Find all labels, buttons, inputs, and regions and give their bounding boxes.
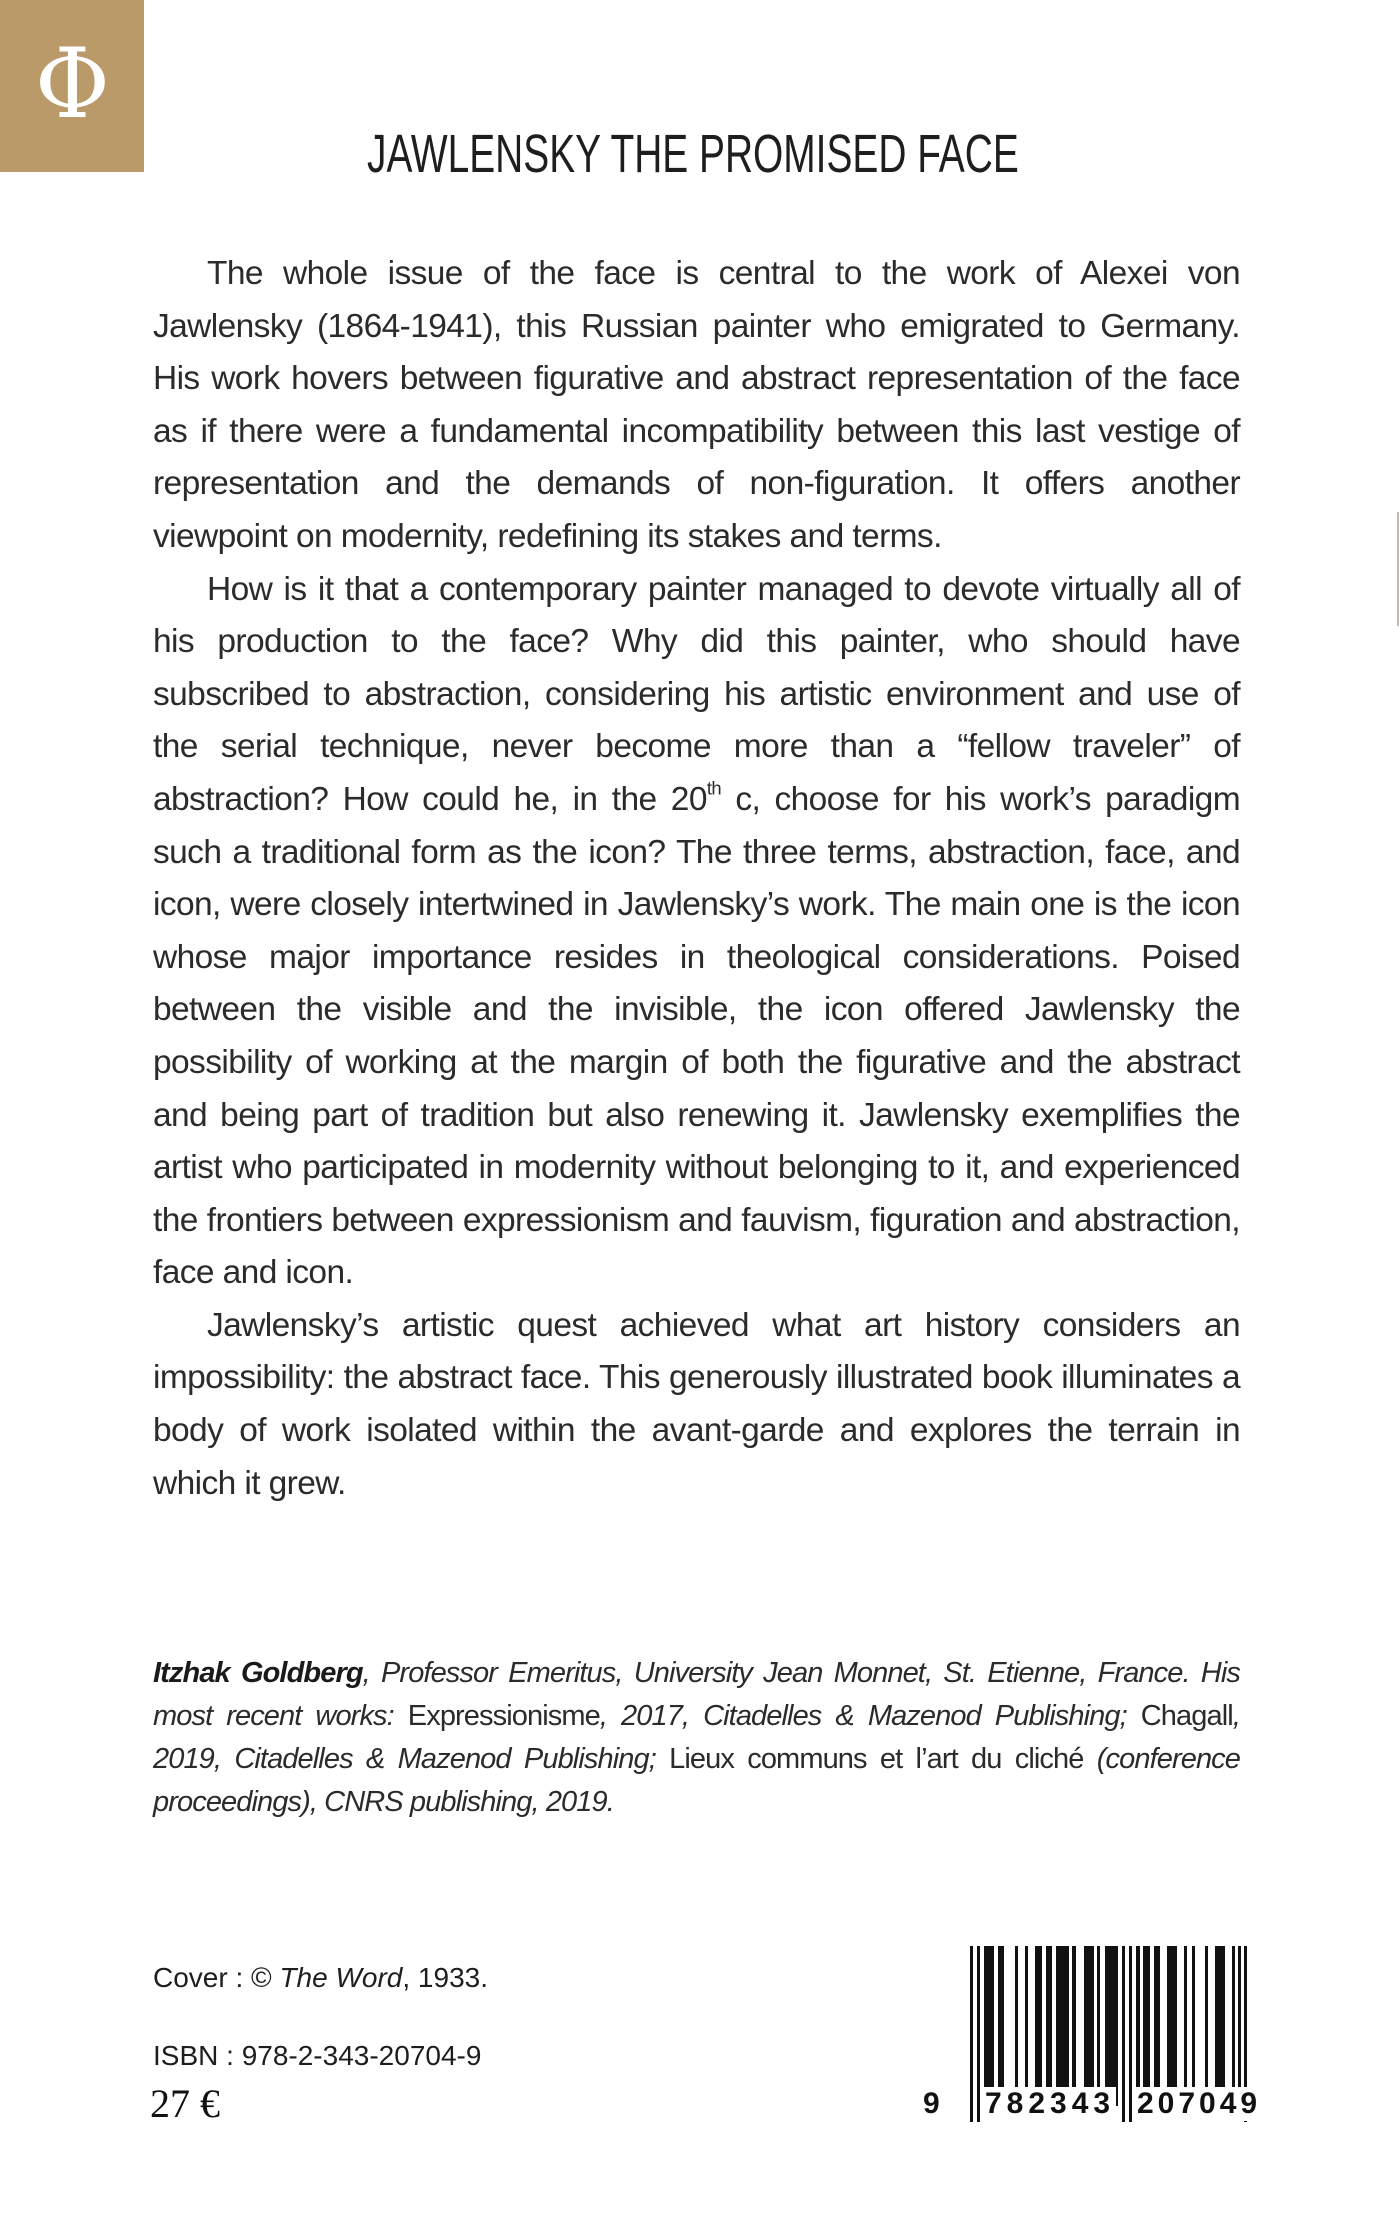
barcode-left-digits: 782343 <box>985 2087 1116 2120</box>
blurb <box>153 248 1240 1510</box>
blurb-paragraph-3: Jawlensky’s artistic quest achieved what art history considers an impossibility: the abstract face. This generously illustrated book illuminates a body of work isolated within the avant-garde and explores the terrain in which it grew. <box>153 1306 1240 1502</box>
work-title: Expressionisme <box>407 1700 600 1732</box>
author-affiliation: , Professor Emeritus, University Jean Monnet, St. Etienne, France. His most recent works: <box>153 1657 1240 1732</box>
cover-credit <box>153 1960 488 1996</box>
blurb-text: c, choose for his work’s paradigm such a traditional form as the icon? The three terms, abstraction, face, and icon, were closely intertwined in Jawlensky’s work. The main one is the icon whose major importance resides in theological considerations. Poised between the visible and the invisible, the icon offered Jawlensky the possibility of working at the margin of both the figurative and the abstract and being part of tradition but also renewing it. Jawlensky exemplifies the artist who participated in modernity without belonging to it, and experienced the frontiers between expressionism and fauvism, figuration and abstraction, face and icon. <box>153 780 1240 1292</box>
phi-logo-icon: Φ <box>34 28 110 140</box>
work-details: (conference proceedings), CNRS publishing, 2019. <box>153 1743 1241 1818</box>
author-bio <box>153 1652 1240 1824</box>
spine-edge-mark <box>1397 512 1399 626</box>
cover-artwork-year: , 1933. <box>402 1962 489 1993</box>
book-title: JAWLENSKY THE PROMISED FACE <box>367 124 1019 184</box>
cover-credit-label: Cover : © <box>153 1962 280 1993</box>
ordinal-superscript: th <box>706 777 722 799</box>
barcode-right-digits: 207049 <box>1137 2087 1262 2120</box>
publisher-logo <box>0 0 144 172</box>
isbn-barcode <box>920 1922 1262 2122</box>
price: 27 € <box>150 2081 220 2126</box>
work-title: Lieux communs et l’art du cliché <box>669 1743 1084 1775</box>
barcode-digits <box>920 2087 1262 2121</box>
work-details: , 2019, Citadelles & Mazenod Publishing; <box>153 1700 1240 1775</box>
work-details: , 2017, Citadelles & Mazenod Publishing; <box>599 1700 1141 1732</box>
work-title: Chagall <box>1140 1700 1233 1732</box>
blurb-text: How is it that a contemporary painter managed to devote virtually all of his production to the face? Why did this painter, who should have subscribed to abstraction, considering his artistic environment and use of the serial technique, never become more than a “fellow traveler” of abstraction? How could he, in the 20 <box>153 570 1240 818</box>
barcode-lead-digit: 9 <box>923 2087 940 2120</box>
cover-artwork-title: The Word <box>279 1962 403 1993</box>
author-name: Itzhak Goldberg <box>153 1657 363 1689</box>
blurb-paragraph-2 <box>153 564 1240 1300</box>
isbn: ISBN : 978-2-343-20704-9 <box>153 2040 482 2071</box>
blurb-paragraph-1: The whole issue of the face is central to the work of Alexei von Jawlensky (1864-1941), this Russian painter who emigrated to Germany. His work hovers between figurative and abstract representation of the face as if there were a fundamental incompatibility between this last vestige of representation and the demands of non-figuration. It offers another viewpoint on modernity, redefining its stakes and terms. <box>153 255 1240 555</box>
